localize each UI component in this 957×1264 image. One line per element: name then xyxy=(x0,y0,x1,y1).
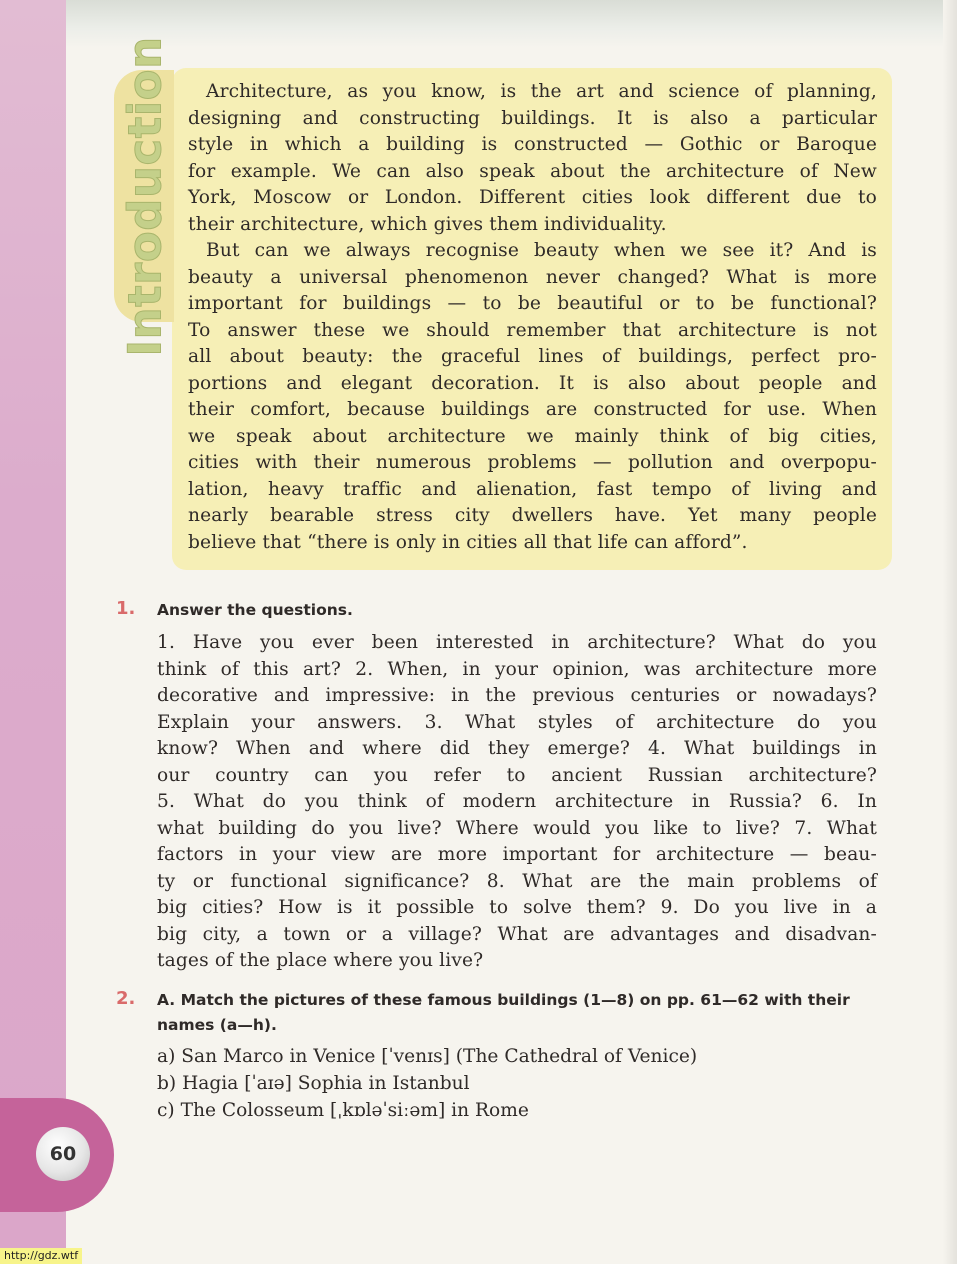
intro-line: beauty a universal phenomenon never changed? What is more xyxy=(188,266,877,288)
question-line: big city, a town or a village? What are advantages and disadvan- xyxy=(157,923,877,945)
exercise-1-number: 1. xyxy=(116,598,136,619)
intro-line: important for buildings — to be beautiful or to be functional? xyxy=(188,293,877,314)
intro-line: we speak about architecture we mainly think of big cities, xyxy=(188,425,877,447)
exercise-2-title-line: A. Match the pictures of these famous buildings (1—8) on pp. 61—62 with their xyxy=(157,991,850,1009)
question-line: decorative and impressive: in the previous centuries or nowadays? xyxy=(157,685,877,706)
question-line: think of this art? 2. When, in your opinion, was architecture more xyxy=(157,658,877,680)
intro-line: portions and elegant decoration. It is also about people and xyxy=(188,372,877,394)
page-margin-strip xyxy=(0,0,66,1264)
intro-line: style in which a building is constructed — Gothic or Baroque xyxy=(188,134,877,155)
top-page-band xyxy=(66,0,957,48)
question-line: factors in your view are more important for architecture — beau- xyxy=(157,844,877,865)
introduction-heading-text: Introduction xyxy=(118,35,172,357)
page-edge-shadow xyxy=(943,0,957,1264)
question-line: Explain your answers. 3. What styles of architecture do you xyxy=(157,711,877,733)
intro-line: Architecture, as you know, is the art and science of planning, xyxy=(206,81,877,102)
question-line: tages of the place where you live? xyxy=(157,950,484,971)
intro-line: To answer these we should remember that architecture is not xyxy=(188,319,877,341)
exercise-1-title: Answer the questions. xyxy=(157,601,353,619)
exercise-2-title xyxy=(157,988,879,1038)
intro-line: believe that “there is only in cities all that life can afford”. xyxy=(188,531,748,553)
watermark-label: http://gdz.wtf xyxy=(0,1248,82,1264)
question-line: ty or functional significance? 8. What are the main problems of xyxy=(157,870,877,892)
intro-line: York, Moscow or London. Different cities look different due to xyxy=(188,187,877,208)
intro-line: nearly bearable stress city dwellers have. Yet many people xyxy=(188,505,877,526)
intro-line: their comfort, because buildings are constructed for use. When xyxy=(188,399,877,420)
question-line: 5. What do you think of modern architecture in Russia? 6. In xyxy=(157,791,877,812)
introduction-text xyxy=(188,79,877,556)
exercise-2-number: 2. xyxy=(116,988,136,1009)
question-line: what building do you live? Where would you like to live? 7. What xyxy=(157,817,877,839)
intro-line: for example. We can also speak about the architecture of New xyxy=(188,160,877,182)
question-line: big cities? How is it possible to solve them? 9. Do you live in a xyxy=(157,897,877,918)
question-line: 1. Have you ever been interested in architecture? What do you xyxy=(157,632,877,653)
intro-line: cities with their numerous problems — pollution and overpopu- xyxy=(188,452,877,473)
intro-line: designing and constructing buildings. It is also a particular xyxy=(188,107,877,129)
question-line: our country can you refer to ancient Russian architecture? xyxy=(157,764,877,786)
list-item: c) The Colosseum [ˌkɒləˈsiːəm] in Rome xyxy=(157,1100,529,1121)
building-name-list xyxy=(157,1043,697,1124)
intro-line: But can we always recognise beauty when we see it? And is xyxy=(206,240,877,261)
list-item: a) San Marco in Venice [ˈvenɪs] (The Cathedral of Venice) xyxy=(157,1046,698,1067)
exercise-2-title-line: names (a—h). xyxy=(157,1016,277,1034)
exercise-1-questions xyxy=(157,630,877,975)
page-number: 60 xyxy=(36,1127,90,1181)
list-item: b) Hagia [ˈaɪə] Sophia in Istanbul xyxy=(157,1073,470,1094)
intro-line: their architecture, which gives them individuality. xyxy=(188,213,667,235)
intro-line: all about beauty: the graceful lines of buildings, perfect pro- xyxy=(188,346,877,367)
introduction-heading xyxy=(112,35,178,357)
intro-line: lation, heavy traffic and alienation, fast tempo of living and xyxy=(188,478,877,500)
question-line: know? When and where did they emerge? 4. What buildings in xyxy=(157,738,877,759)
